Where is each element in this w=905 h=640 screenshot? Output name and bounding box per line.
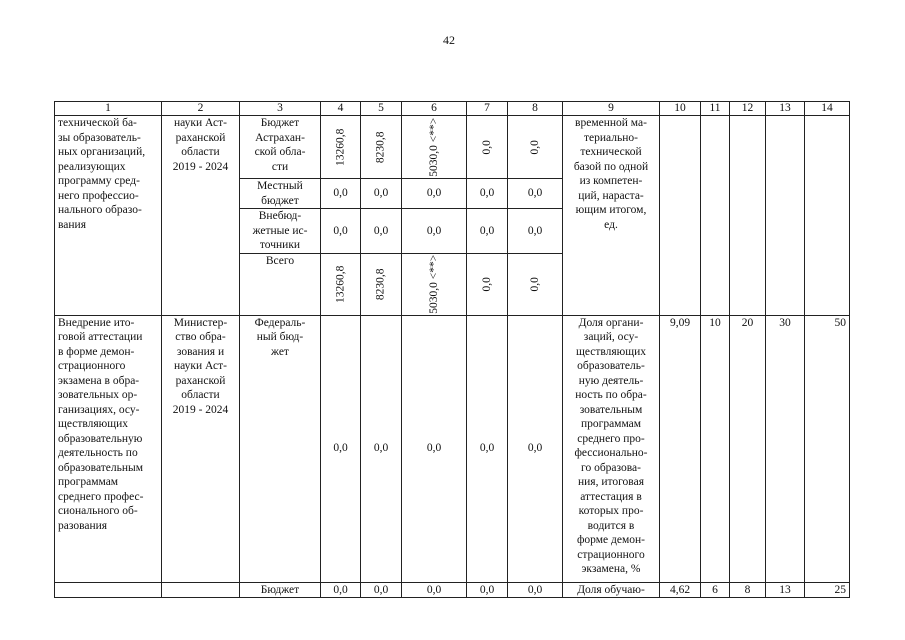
empty-cell	[701, 116, 730, 316]
empty-cell	[805, 116, 850, 316]
empty-cell	[766, 116, 805, 316]
empty-cell	[162, 582, 240, 598]
header-cell: 5	[361, 102, 402, 116]
indicator-value-cell: 20	[730, 315, 766, 582]
header-cell: 4	[321, 102, 361, 116]
funding-source-cell: Всего	[240, 253, 321, 315]
header-cell: 8	[508, 102, 563, 116]
header-cell: 3	[240, 102, 321, 116]
value-cell: 13260,8	[321, 116, 361, 179]
value-cell: 0,0	[508, 582, 563, 598]
executor-cell: науки Аст- раханской области 2019 - 2024	[162, 116, 240, 316]
indicator-cell: временной ма- териально- технической базой по одной из компетен- ций, нараста- ющим итогом, ед.	[563, 116, 660, 316]
indicator-cell: Доля обучаю-	[563, 582, 660, 598]
header-cell: 9	[563, 102, 660, 116]
header-cell: 13	[766, 102, 805, 116]
event-name-cell: Внедрение ито- говой аттестации в форме демон- страционного экзамена в обра- зовательных ор- ганизациях, осу- ществляющих образовательную деятельность по образовательным программам среднего профес- сионального об- разования	[55, 315, 162, 582]
program-table	[54, 101, 850, 598]
value-cell: 0,0	[467, 582, 508, 598]
event-name-cell: технической ба- зы образователь- ных организаций, реализующих программу сред- него профессио- нального образо- вания	[55, 116, 162, 316]
indicator-value-cell: 4,62	[660, 582, 701, 598]
value-cell: 0,0	[361, 209, 402, 254]
header-cell: 6	[402, 102, 467, 116]
value-cell: 0,0	[402, 315, 467, 582]
indicator-value-cell: 50	[805, 315, 850, 582]
empty-cell	[55, 582, 162, 598]
value-cell: 0,0	[508, 179, 563, 209]
value-cell: 0,0	[508, 315, 563, 582]
header-cell: 1	[55, 102, 162, 116]
funding-source-cell: Бюджет Астрахан- ской обла- сти	[240, 116, 321, 179]
value-cell: 0,0	[508, 116, 563, 179]
value-cell: 0,0	[402, 179, 467, 209]
funding-source-cell: Бюджет	[240, 582, 321, 598]
empty-cell	[730, 116, 766, 316]
header-cell: 7	[467, 102, 508, 116]
value-cell: 0,0	[361, 315, 402, 582]
header-cell: 2	[162, 102, 240, 116]
indicator-value-cell: 13	[766, 582, 805, 598]
indicator-value-cell: 6	[701, 582, 730, 598]
executor-cell: Министер- ство обра- зования и науки Аст- раханской области 2019 - 2024	[162, 315, 240, 582]
value-cell: 0,0	[508, 253, 563, 315]
empty-cell	[660, 116, 701, 316]
header-cell: 14	[805, 102, 850, 116]
header-cell: 12	[730, 102, 766, 116]
header-cell: 10	[660, 102, 701, 116]
value-cell: 13260,8	[321, 253, 361, 315]
indicator-value-cell: 30	[766, 315, 805, 582]
value-cell: 0,0	[321, 315, 361, 582]
value-cell: 0,0	[467, 209, 508, 254]
value-cell: 0,0	[467, 179, 508, 209]
value-cell: 0,0	[321, 582, 361, 598]
value-cell: 0,0	[321, 179, 361, 209]
value-cell: 0,0	[508, 209, 563, 254]
indicator-value-cell: 25	[805, 582, 850, 598]
header-cell: 11	[701, 102, 730, 116]
value-cell: 0,0	[361, 582, 402, 598]
table-row	[55, 582, 850, 598]
value-cell: 8230,8	[361, 116, 402, 179]
value-cell: 0,0	[321, 209, 361, 254]
indicator-cell: Доля органи- заций, осу- ществляющих образователь- ную деятель- ность по обра- зовательным программам среднего про- фессионально- го образова- ния, итоговая аттестация в которых про- водится в форме демон- страционного экзамена, %	[563, 315, 660, 582]
funding-source-cell: Местный бюджет	[240, 179, 321, 209]
value-cell: 0,0	[467, 253, 508, 315]
value-cell: 0,0	[467, 116, 508, 179]
indicator-value-cell: 10	[701, 315, 730, 582]
table-row	[55, 116, 850, 179]
value-cell: 0,0	[467, 315, 508, 582]
indicator-value-cell: 8	[730, 582, 766, 598]
funding-source-cell: Внебюд- жетные ис- точники	[240, 209, 321, 254]
value-cell: 0,0	[402, 582, 467, 598]
funding-source-cell: Федераль- ный бюд- жет	[240, 315, 321, 582]
value-cell: 8230,8	[361, 253, 402, 315]
header-row	[55, 102, 850, 116]
table-row	[55, 315, 850, 582]
value-cell: 0,0	[402, 209, 467, 254]
value-cell: 5030,0 <**>	[402, 116, 467, 179]
page-number: 42	[443, 33, 455, 47]
indicator-value-cell: 9,09	[660, 315, 701, 582]
value-cell: 0,0	[361, 179, 402, 209]
value-cell: 5030,0 <**>	[402, 253, 467, 315]
